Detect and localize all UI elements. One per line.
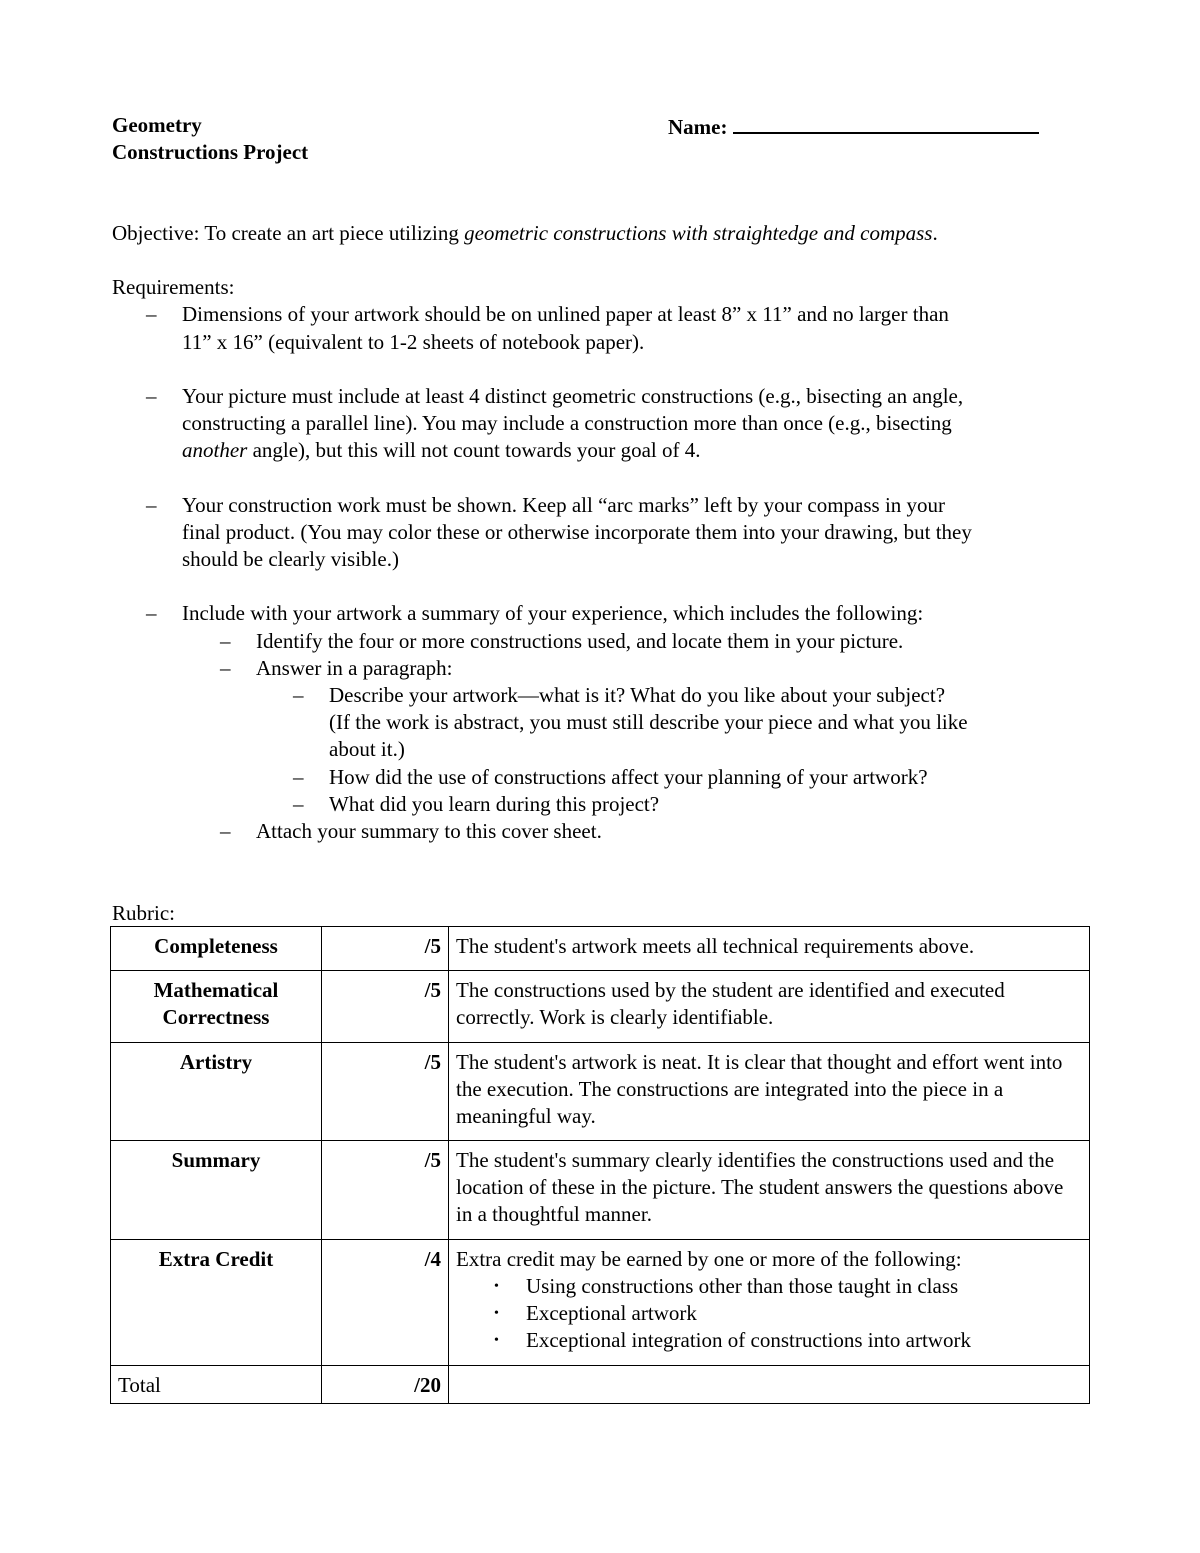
list-item: [494, 1300, 1082, 1327]
course-title: Geometry: [112, 113, 202, 137]
list-dash: –: [146, 384, 157, 408]
objective-prefix: Objective: To create an art piece utilizing: [112, 221, 465, 245]
rubric-category: Artistry: [111, 1043, 322, 1141]
table-row: [111, 1043, 1090, 1141]
list-dash: –: [146, 493, 157, 517]
requirement-2-line-3: [182, 437, 701, 464]
rubric-points: /5: [322, 1141, 449, 1240]
list-dash: –: [220, 819, 231, 843]
objective-suffix: .: [932, 221, 938, 245]
requirement-4b1-line-2: (If the work is abstract, you must still describe your piece and what you like: [329, 710, 968, 734]
list-dash: –: [293, 683, 304, 707]
rubric-points: /4: [322, 1240, 449, 1366]
rubric-category: Completeness: [111, 927, 322, 971]
table-row: [111, 1240, 1090, 1366]
rubric-description: The student's artwork meets all technical requirements above.: [449, 927, 1090, 971]
table-row: [111, 971, 1090, 1043]
rubric-points: /5: [322, 927, 449, 971]
objective-emphasis: geometric constructions with straightedge and compass: [464, 221, 933, 245]
requirement-4b1-line-3: about it.): [329, 737, 405, 761]
requirement-4c: Attach your summary to this cover sheet.: [256, 819, 602, 843]
requirement-1-line-1: Dimensions of your artwork should be on unlined paper at least 8” x 11” and no larger than: [182, 302, 949, 326]
list-dash: –: [293, 765, 304, 789]
requirement-2-line-3-rest: angle), but this will not count towards your goal of 4.: [247, 438, 701, 462]
list-dash: –: [146, 601, 157, 625]
total-label: Total: [111, 1366, 322, 1404]
list-item: [494, 1273, 1082, 1300]
rubric-description: The student's summary clearly identifies the constructions used and the location of these in the picture. The student answers the questions above in a thoughtful manner.: [449, 1141, 1090, 1240]
requirement-2-emphasis: another: [182, 438, 248, 462]
rubric-points: /5: [322, 971, 449, 1043]
name-label: Name:: [668, 115, 728, 139]
bullet-icon: •: [494, 1306, 499, 1321]
requirement-4b1-line-1: Describe your artwork—what is it? What do you like about your subject?: [329, 683, 946, 707]
requirement-4a: Identify the four or more constructions used, and locate them in your picture.: [256, 629, 904, 653]
project-title: Constructions Project: [112, 140, 309, 164]
rubric-description: The student's artwork is neat. It is clear that thought and effort went into the execution. The constructions are integrated into the piece in a meaningful way.: [449, 1043, 1090, 1141]
rubric-title: Rubric:: [112, 901, 175, 925]
requirement-4b2: How did the use of constructions affect your planning of your artwork?: [329, 765, 928, 789]
rubric-description: Extra credit may be earned by one or more of the following:: [456, 1247, 962, 1271]
extra-credit-item: Exceptional integration of constructions into artwork: [526, 1328, 971, 1352]
requirement-4b: Answer in a paragraph:: [256, 656, 453, 680]
list-dash: –: [293, 792, 304, 816]
rubric-category: Extra Credit: [111, 1240, 322, 1366]
bullet-icon: •: [494, 1279, 499, 1294]
table-row: [111, 927, 1090, 971]
rubric-category: Summary: [111, 1141, 322, 1240]
rubric-description-extra-credit: [449, 1240, 1090, 1366]
requirements-title: Requirements:: [112, 275, 235, 299]
rubric-points: /5: [322, 1043, 449, 1141]
rubric-description: The constructions used by the student are identified and executed correctly. Work is clearly identifiable.: [449, 971, 1090, 1043]
requirement-4-line-1: Include with your artwork a summary of your experience, which includes the following:: [182, 601, 924, 625]
name-block: [668, 112, 1039, 141]
list-dash: –: [220, 629, 231, 653]
requirement-3-line-3: should be clearly visible.): [182, 547, 399, 571]
objective: [112, 220, 938, 247]
table-row: [111, 1366, 1090, 1404]
rubric-category: Mathematical Correctness: [111, 971, 322, 1043]
extra-credit-list: [456, 1273, 1082, 1354]
total-score-cell[interactable]: [449, 1366, 1090, 1404]
requirement-3-line-2: final product. (You may color these or otherwise incorporate them into your drawing, but they: [182, 520, 972, 544]
list-dash: –: [146, 302, 157, 326]
list-item: [494, 1327, 1082, 1354]
extra-credit-item: Exceptional artwork: [526, 1301, 697, 1325]
requirement-1-line-2: 11” x 16” (equivalent to 1-2 sheets of notebook paper).: [182, 330, 645, 354]
extra-credit-item: Using constructions other than those taught in class: [526, 1274, 959, 1298]
requirement-2-line-2: constructing a parallel line). You may include a construction more than once (e.g., bisecting: [182, 411, 952, 435]
document-header: [112, 112, 308, 166]
bullet-icon: •: [494, 1333, 499, 1348]
requirement-2-line-1: Your picture must include at least 4 distinct geometric constructions (e.g., bisecting an angle,: [182, 384, 964, 408]
total-points: /20: [322, 1366, 449, 1404]
rubric-table: [110, 926, 1090, 1404]
name-field[interactable]: [733, 112, 1039, 134]
table-row: [111, 1141, 1090, 1240]
requirement-4b3: What did you learn during this project?: [329, 792, 660, 816]
list-dash: –: [220, 656, 231, 680]
requirement-3-line-1: Your construction work must be shown. Keep all “arc marks” left by your compass in your: [182, 493, 946, 517]
